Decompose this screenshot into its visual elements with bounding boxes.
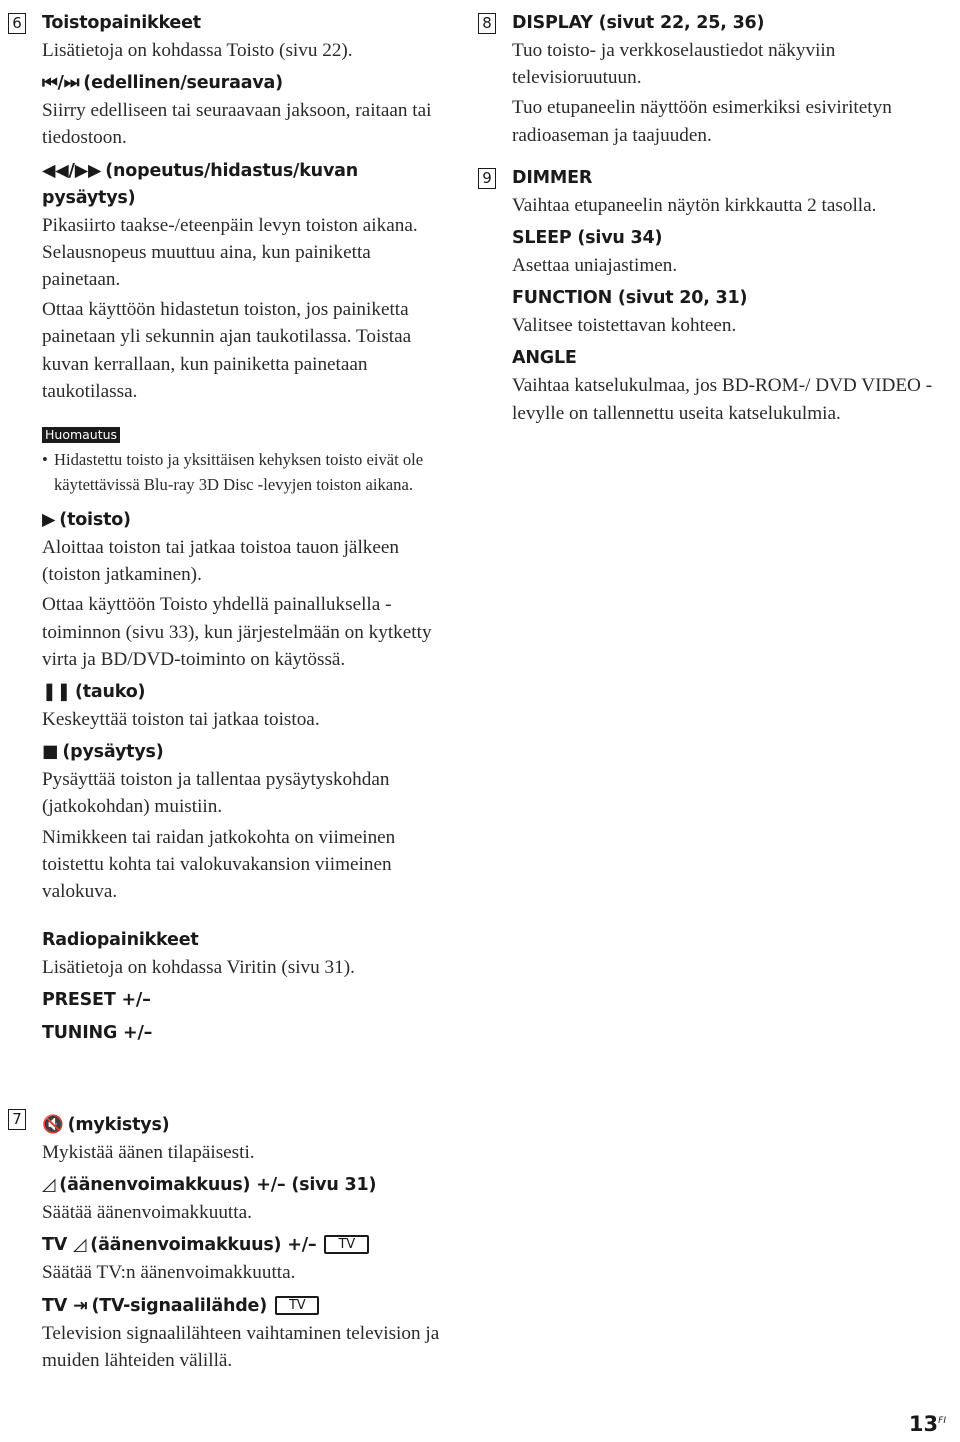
tv-badge: TV — [275, 1296, 319, 1315]
pause-desc: Keskeyttää toiston tai jatkaa toistoa. — [42, 709, 320, 731]
volume-icon: ◿ — [42, 1175, 56, 1196]
right-column — [478, 0, 938, 424]
section-8 — [478, 10, 938, 149]
volume-desc: Säätää äänenvoimakkuutta. — [42, 1202, 252, 1224]
play-heading: ▶ (toisto) — [42, 510, 131, 531]
angle-heading: ANGLE — [512, 348, 577, 369]
dimmer-desc: Vaihtaa etupaneelin näytön kirkkautta 2 tasolla. — [512, 194, 877, 216]
angle-desc: Vaihtaa katselukulmaa, jos BD-ROM-/ DVD VIDEO -levylle on tallennettu useita katselukulmia. — [512, 375, 933, 424]
tv-volume-desc: Säätää TV:n äänenvoimakkuutta. — [42, 1262, 296, 1284]
section-number: 9 — [478, 168, 496, 189]
display-desc-1: Tuo toisto- ja verkkoselaustiedot näkyviin televisioruutuun. — [512, 40, 836, 89]
function-desc: Valitsee toistettavan kohteen. — [512, 315, 737, 337]
section-title: Toistopainikkeet — [42, 13, 201, 33]
left-column — [8, 0, 448, 1371]
prevnext-desc: Siirry edelliseen tai seuraavaan jaksoon, raitaan tai tiedostoon. — [42, 100, 432, 149]
page-number: $13^{FI}$ — [908, 1412, 946, 1436]
page-lang: FI — [938, 1416, 946, 1426]
section-7 — [8, 1106, 482, 1374]
mute-heading: 🔇 (mykistys) — [42, 1115, 170, 1135]
mute-icon: 🔇 — [42, 1115, 64, 1135]
section-9 — [478, 165, 938, 427]
section-intro: Lisätietoja on kohdassa Toisto (sivu 22). — [42, 40, 353, 61]
prevnext-heading: ⏮/⏭ (edellinen/seuraava) — [42, 73, 283, 94]
tv-badge: TV — [324, 1235, 368, 1254]
radio-heading: Radiopainikkeet — [42, 930, 199, 951]
display-desc-2: Tuo etupaneelin näyttöön esimerkiksi esiviritetyn radioaseman ja taajuuden. — [512, 97, 892, 146]
pause-heading: ❚❚ (tauko) — [42, 682, 146, 703]
radio-intro: Lisätietoja on kohdassa Viritin (sivu 31). — [42, 957, 355, 979]
section-number: 6 — [8, 13, 26, 34]
preset-heading: PRESET +/– — [42, 990, 151, 1011]
volume-icon: ◿ — [73, 1235, 87, 1256]
mute-desc: Mykistää äänen tilapäisesti. — [42, 1142, 255, 1163]
play-icon: ▶ — [42, 510, 56, 531]
section-6 — [8, 10, 448, 1047]
sleep-desc: Asettaa uniajastimen. — [512, 255, 678, 277]
function-heading: FUNCTION (sivut 20, 31) — [512, 288, 748, 309]
tv-input-heading: TV ⇥ (TV-signaalilähde) TV — [42, 1293, 482, 1320]
scan-desc-1: Pikasiirto taakse-/eteenpäin levyn toiston aikana. Selausnopeus muuttuu aina, kun painiketta painetaan. — [42, 214, 418, 291]
tv-input-desc: Television signaalilähteen vaihtaminen television ja muiden lähteiden välillä. — [42, 1322, 440, 1371]
note-text: • Hidastettu toisto ja yksittäisen kehyksen toisto eivät ole käytettävissä Blu-ray 3D Disc -levyjen toiston aikana. — [42, 448, 448, 497]
rewind-forward-icon: ◀◀/▶▶ — [42, 160, 102, 181]
volume-heading: ◿ (äänenvoimakkuus) +/– (sivu 31) — [42, 1175, 377, 1196]
note-label: Huomautus — [42, 427, 120, 443]
scan-desc-2: Ottaa käyttöön hidastetun toiston, jos painiketta painetaan yli sekunnin ajan taukotilassa. Toistaa kuvan kerrallaan, kun painiketta painetaan taukotilassa. — [42, 299, 412, 402]
stop-heading: ■ (pysäytys) — [42, 742, 164, 763]
display-heading: DISPLAY (sivut 22, 25, 36) — [512, 13, 765, 33]
tv-volume-heading: TV ◿ (äänenvoimakkuus) +/– TV — [42, 1232, 482, 1259]
input-select-icon: ⇥ — [73, 1295, 88, 1316]
dimmer-heading: DIMMER — [512, 167, 593, 188]
play-desc-2: Ottaa käyttöön Toisto yhdellä painalluksella -toiminnon (sivu 33), kun järjestelmään on kytketty virta ja BD/DVD-toiminto on käytössä. — [42, 594, 432, 670]
prev-next-icon: ⏮/⏭ — [42, 73, 80, 94]
stop-desc-1: Pysäyttää toiston ja tallentaa pysäytyskohdan (jatkokohdan) muistiin. — [42, 769, 390, 818]
sleep-heading: SLEEP (sivu 34) — [512, 228, 663, 249]
stop-icon: ■ — [42, 742, 59, 763]
section-number: 7 — [8, 1109, 26, 1130]
play-desc-1: Aloittaa toiston tai jatkaa toistoa tauon jälkeen (toiston jatkaminen). — [42, 537, 400, 586]
tuning-heading: TUNING +/– — [42, 1023, 153, 1044]
pause-icon: ❚❚ — [42, 682, 71, 703]
stop-desc-2: Nimikkeen tai raidan jatkokohta on viimeinen toistettu kohta tai valokuvakansion viimeinen valokuva. — [42, 826, 396, 903]
scan-heading: ◀◀/▶▶ (nopeutus/hidastus/kuvan pysäytys) — [42, 160, 359, 208]
section-number: 8 — [478, 13, 496, 34]
